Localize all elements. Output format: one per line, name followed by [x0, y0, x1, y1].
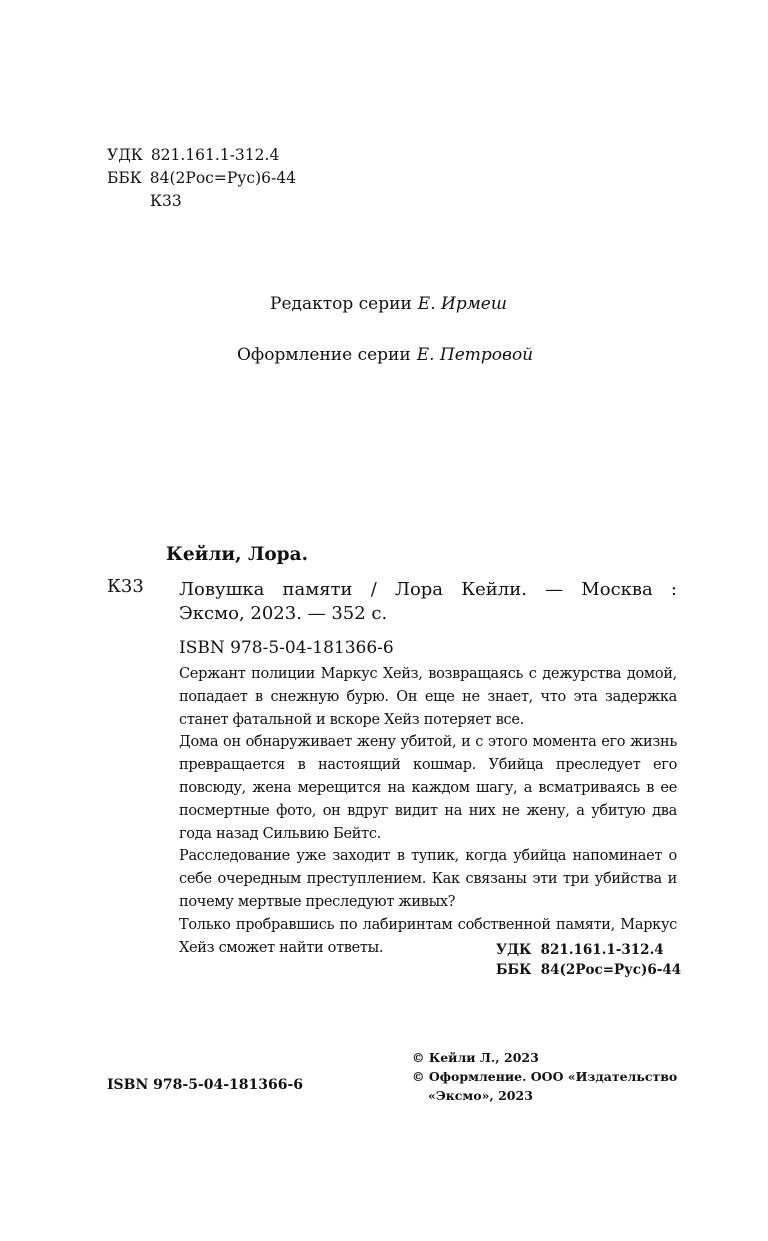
bottom-bbk: ББК 84(2Рос=Рус)6-44 [496, 962, 682, 978]
copyright-author: © Кейли Л., 2023 [412, 1050, 539, 1065]
bottom-udk: УДК 821.161.1-312.4 [496, 942, 664, 958]
series-design-label: Оформление серии [237, 345, 411, 365]
series-editor-label: Редактор серии [270, 294, 412, 314]
catalog-code: К33 [107, 576, 144, 597]
annotation-paragraph: Только пробравшись по лабиринтам собственной памяти, Маркус Хейз сможет найти ответы. [179, 916, 677, 956]
series-editor-credit [270, 294, 507, 314]
bottom-classification [496, 940, 681, 980]
classification-block [107, 144, 296, 213]
bbk-label: ББК [107, 169, 142, 187]
udk-row [107, 144, 296, 167]
annotation-paragraph: Сержант полиции Маркус Хейз, возвращаясь с дежурства домой, попадает в снежную бурю. Он еще не знает, что эта задержка станет фатальной и вскоре Хейз потеряет все. [179, 666, 677, 728]
udk-value: 821.161.1-312.4 [150, 146, 280, 164]
series-design-name: Е. Петровой [416, 345, 534, 365]
annotation [179, 663, 677, 959]
annotation-paragraph: Дома он обнаруживает жену убитой, и с этого момента его жизнь превращается в настоящий кошмар. Убийца преследует его повсюду, жена мерещится на каждом шагу, а всматриваясь в ее посмертные фото, он вдруг видит на них не жену, а убитую два года назад Сильвию Бейтс. [179, 734, 677, 842]
udk-label: УДК [107, 146, 143, 164]
bbk-value: 84(2Рос=Рус)6-44 [149, 169, 296, 187]
series-editor-name: Е. Ирмеш [417, 294, 507, 314]
isbn-bottom: ISBN 978-5-04-181366-6 [107, 1077, 304, 1093]
copyright-block [412, 1048, 677, 1105]
author-mark: К33 [150, 192, 182, 210]
bbk-row [107, 167, 296, 190]
copyright-publisher: «Эксмо», 2023 [428, 1088, 533, 1103]
copyright-design: © Оформление. ООО «Издательство [412, 1069, 678, 1084]
annotation-paragraph: Расследование уже заходит в тупик, когда убийца напоминает о себе очередным преступлением. Как связаны эти три убийства и почему мертвые преследуют живых? [179, 848, 677, 910]
series-design-credit [237, 345, 533, 365]
catalog-author: Кейли, Лора. [166, 544, 309, 565]
catalog-title-line2: Эксмо, 2023. — 352 с. [179, 603, 388, 624]
catalog-isbn: ISBN 978-5-04-181366-6 [179, 638, 394, 658]
catalog-title-line1: Ловушка памяти / Лора Кейли. — Москва : [179, 579, 677, 600]
